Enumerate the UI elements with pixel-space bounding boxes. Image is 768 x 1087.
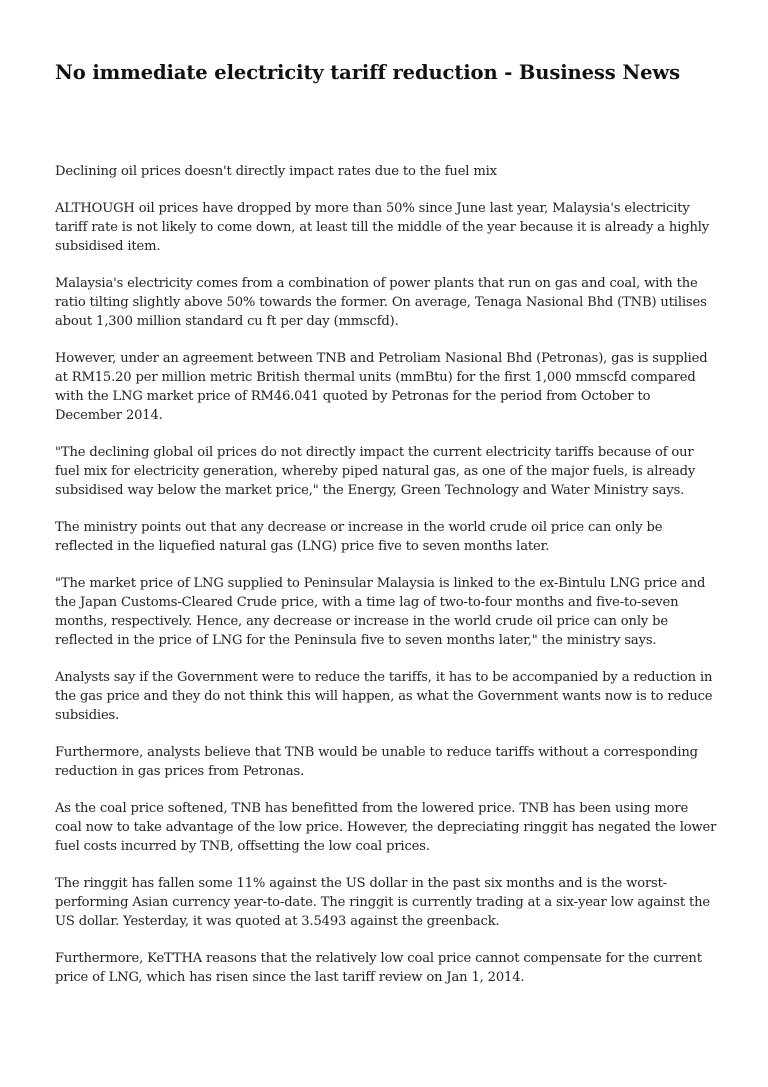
article-paragraph: As the coal price softened, TNB has benefitted from the lowered price. TNB has been using more coal now to take advantage of the low price. However, the depreciating ringgit has negated the lower fuel costs incurred by TNB, offsetting the low coal prices. — [55, 801, 717, 854]
article-title: No immediate electricity tariff reduction - Business News — [55, 61, 680, 84]
article-subheading: Declining oil prices doesn't directly impact rates due to the fuel mix — [55, 164, 497, 179]
article-paragraph: The ministry points out that any decrease or increase in the world crude oil price can only be reflected in the liquefied natural gas (LNG) price five to seven months later. — [55, 520, 663, 554]
article-paragraph: Analysts say if the Government were to reduce the tariffs, it has to be accompanied by a reduction in the gas price and they do not think this will happen, as what the Government wants now is to reduce subsidies. — [55, 670, 713, 723]
article-paragraph: Malaysia's electricity comes from a combination of power plants that run on gas and coal, with the ratio tilting slightly above 50% towards the former. On average, Tenaga Nasional Bhd (TNB) utilises about 1,300 million standard cu ft per day (mmscfd). — [55, 276, 707, 329]
article-paragraph: However, under an agreement between TNB and Petroliam Nasional Bhd (Petronas), gas is supplied at RM15.20 per million metric British thermal units (mmBtu) for the first 1,000 mmscfd compared with the LNG market price of RM46.041 quoted by Petronas for the period from October to December 2014. — [55, 351, 708, 423]
article-paragraph: ALTHOUGH oil prices have dropped by more than 50% since June last year, Malaysia's electricity tariff rate is not likely to come down, at least till the middle of the year because it is already a highly subsidised item. — [55, 201, 710, 254]
article-paragraph: Furthermore, KeTTHA reasons that the relatively low coal price cannot compensate for the current price of LNG, which has risen since the last tariff review on Jan 1, 2014. — [55, 951, 702, 985]
document-page — [55, 58, 717, 1005]
article-paragraph: "The market price of LNG supplied to Peninsular Malaysia is linked to the ex-Bintulu LNG price and the Japan Customs-Cleared Crude price, with a time lag of two-to-four months and five-to-seven months, respectively. Hence, any decrease or increase in the world crude oil price can only be reflected in the price of LNG for the Peninsula five to seven months later," the ministry says. — [55, 576, 706, 648]
article-paragraph: The ringgit has fallen some 11% against the US dollar in the past six months and is the worst-performing Asian currency year-to-date. The ringgit is currently trading at a six-year low against the US dollar. Yesterday, it was quoted at 3.5493 against the greenback. — [55, 876, 710, 929]
article-paragraph: Furthermore, analysts believe that TNB would be unable to reduce tariffs without a corresponding reduction in gas prices from Petronas. — [55, 745, 698, 779]
article-paragraph: "The declining global oil prices do not directly impact the current electricity tariffs because of our fuel mix for electricity generation, whereby piped natural gas, as one of the major fuels, is already subsidised way below the market price," the Energy, Green Technology and Water Ministry says. — [55, 445, 696, 498]
